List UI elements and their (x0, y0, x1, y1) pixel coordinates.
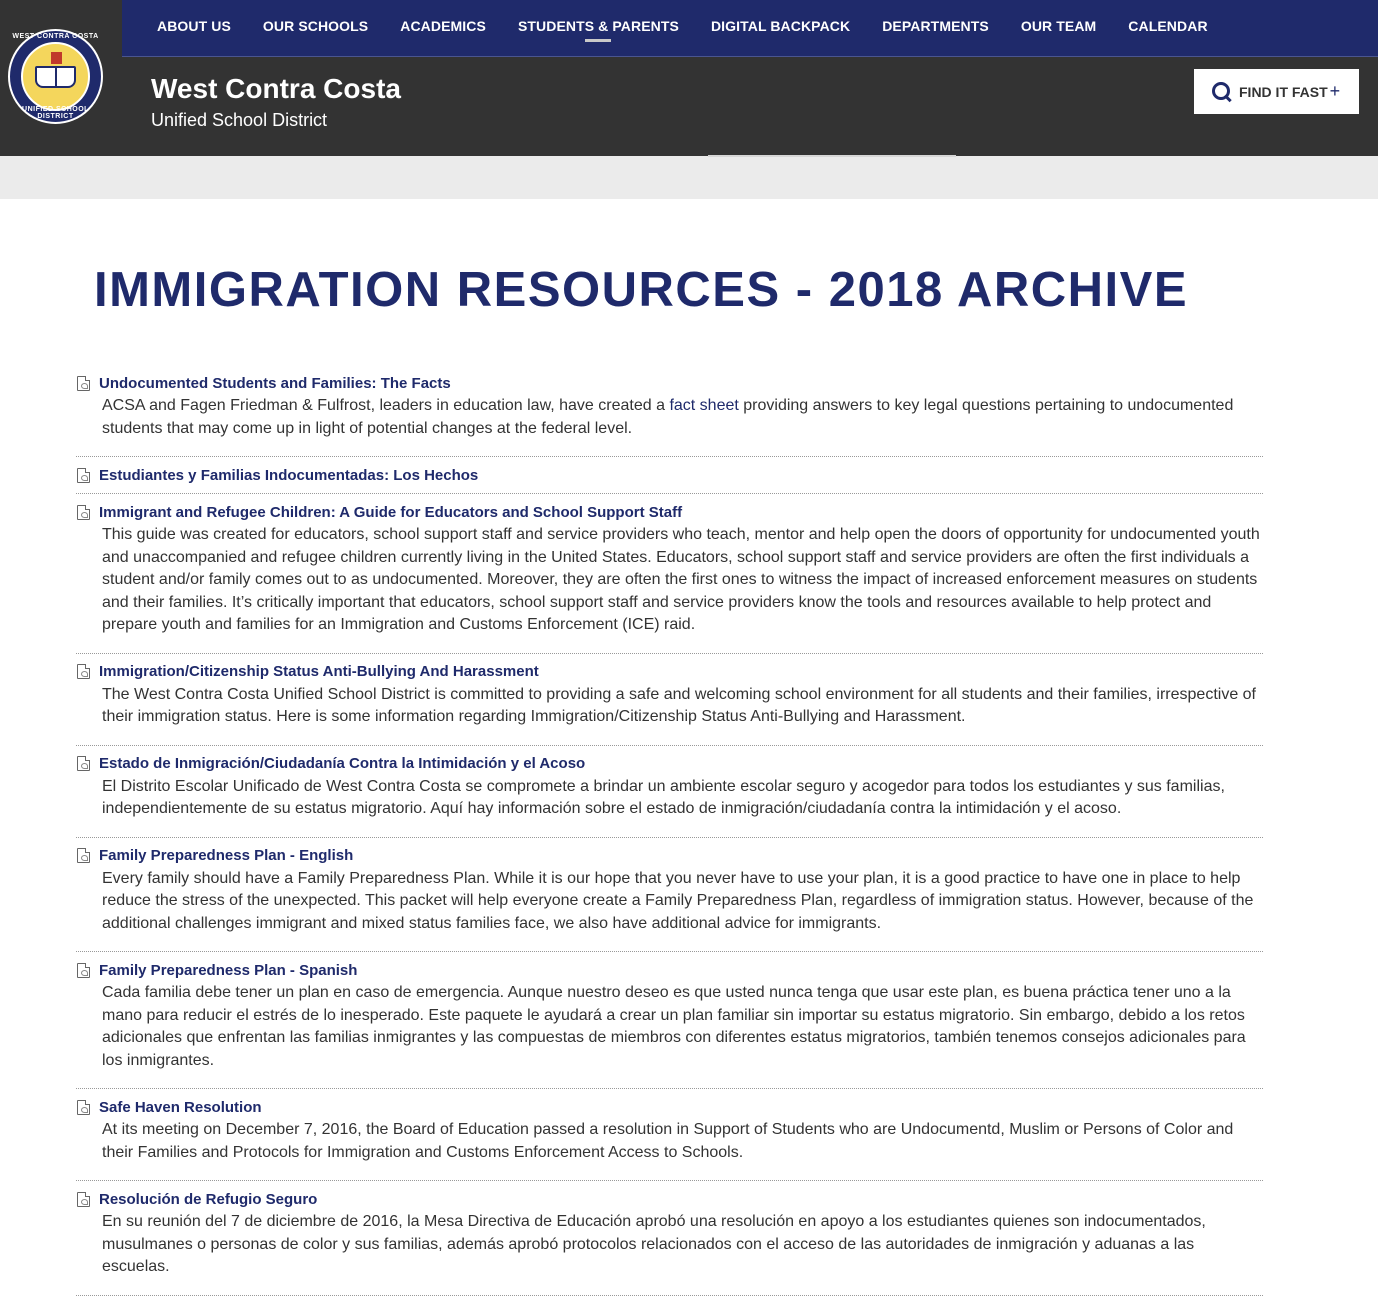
list-item (76, 752, 1263, 838)
banner-strip (0, 156, 1378, 199)
pdf-file-icon[interactable] (77, 376, 90, 391)
resource-description: En su reunión del 7 de diciembre de 2016, la Mesa Directiva de Educación aprobó una resolución en apoyo a los estudiantes quienes son indocumentados, musulmanes o personas de color y sus familias, además aprobó protocolos relacionados con el acceso de las autoridades de inmigración y aduanas a las escuelas. (102, 1213, 1206, 1275)
site-title[interactable]: West Contra Costa (151, 73, 401, 104)
list-item (76, 500, 1263, 654)
resource-title-link[interactable]: Undocumented Students and Families: The Facts (99, 374, 451, 392)
nav-item-departments[interactable]: DEPARTMENTS (882, 18, 989, 34)
resource-description: Every family should have a Family Preparedness Plan. While it is our hope that you never have to use your plan, it is a good practice to have one in place to help reduce the stress of the unexpected. This packet will help everyone create a Family Preparedness Plan, regardless of immigration status. However, because of the additional challenges immigrant and mixed status families face, we also have additional advice for immigrants. (102, 869, 1254, 932)
resource-header (76, 752, 1263, 776)
find-it-fast-label: FIND IT FAST (1239, 83, 1328, 100)
pdf-file-icon[interactable] (77, 664, 90, 679)
resource-description: This guide was created for educators, school support staff and service providers who teach, mentor and help open the doors of opportunity for undocumented youth and unaccompanied and refugee children currently living in the United States. Educators, school support staff and service providers are often the first individuals a student and/or family comes out to as undocumented. Moreover, they are often the first ones to witness the impact of increased enforcement measures on students and their families. It’s critically important that educators, school support staff and service providers know the tools and resources available to help protect and prepare youth and families for an Immigration and Customs Enforcement (ICE) raid. (102, 526, 1260, 633)
resource-header (76, 500, 1263, 524)
pdf-file-icon[interactable] (77, 1192, 90, 1207)
site-subtitle: Unified School District (151, 110, 328, 130)
resource-header (76, 1187, 1263, 1211)
resource-header (76, 463, 1263, 487)
logo-top-text: WEST CONTRA COSTA (12, 33, 99, 40)
banner-divider (708, 155, 956, 157)
resource-header (76, 371, 1263, 395)
list-item (76, 371, 1263, 457)
pdf-file-icon[interactable] (77, 848, 90, 863)
page-title: IMMIGRATION RESOURCES - 2018 ARCHIVE (94, 263, 1189, 317)
list-item (76, 463, 1263, 494)
resource-header (76, 660, 1263, 684)
nav-item-about-us[interactable]: ABOUT US (157, 18, 231, 34)
plus-icon: + (1329, 81, 1341, 101)
pdf-file-icon[interactable] (77, 505, 90, 520)
list-item (76, 660, 1263, 746)
find-it-fast-button[interactable] (1194, 69, 1359, 114)
nav-item-digital-backpack[interactable]: DIGITAL BACKPACK (710, 18, 851, 34)
pdf-file-icon[interactable] (77, 1100, 90, 1115)
resource-title-link[interactable]: Safe Haven Resolution (99, 1098, 262, 1116)
nav-item-our-team[interactable]: OUR TEAM (1020, 18, 1097, 34)
nav-item-students-parents[interactable]: STUDENTS & PARENTS (502, 0, 695, 54)
main-nav (122, 0, 1378, 57)
resource-title-link[interactable]: Resolución de Refugio Seguro (99, 1190, 318, 1208)
resource-description (76, 395, 1263, 440)
logo-bottom-text: UNIFIED SCHOOL DISTRICT (22, 106, 89, 120)
nav-item-calendar[interactable]: CALENDAR (1128, 18, 1208, 34)
resource-title-link[interactable]: Estudiantes y Familias Indocumentadas: Los Hechos (99, 466, 479, 484)
resource-header (76, 1095, 1263, 1119)
resource-title-link[interactable]: Immigrant and Refugee Children: A Guide for Educators and School Support Staff (99, 503, 683, 521)
list-item (76, 1187, 1263, 1296)
resource-header (76, 958, 1263, 982)
description-text: ACSA and Fagen Friedman & Fulfrost, leaders in education law, have created a (102, 397, 670, 414)
list-item (76, 844, 1263, 953)
resource-title-link[interactable]: Family Preparedness Plan - Spanish (99, 961, 358, 979)
resource-list (76, 371, 1263, 1302)
resource-description: El Distrito Escolar Unificado de West Contra Costa se compromete a brindar un ambiente escolar seguro y acogedor para todos los estudiantes y sus familias, independientemente de su estatus migratorio. Aquí hay información sobre el estado de inmigración/ciudadanía contra la intimidación y el acoso. (102, 777, 1225, 817)
resource-title-link[interactable]: Family Preparedness Plan - English (99, 847, 354, 864)
fact-sheet-link[interactable]: fact sheet (669, 397, 739, 414)
logo-emblem (21, 42, 90, 111)
pdf-file-icon[interactable] (77, 468, 90, 483)
list-item (76, 1095, 1263, 1181)
district-seal-logo[interactable] (8, 29, 103, 124)
resource-description: The West Contra Costa Unified School District is committed to providing a safe and welcoming school environment for all students and their families, irrespective of their immigration status. Here is some information regarding Immigration/Citizenship Status Anti-Bullying and Harassment. (102, 685, 1256, 725)
resource-title-link[interactable]: Estado de Inmigración/Ciudadanía Contra la Intimidación y el Acoso (99, 755, 586, 772)
main-nav-list (141, 0, 1224, 54)
resource-description: Cada familia debe tener un plan en caso de emergencia. Aunque nuestro deseo es que usted nunca tenga que usar este plan, es buena práctica tener uno a la mano para reducir el estrés de lo inesperado. Este paquete le ayudará a crear un plan familiar sin importar su estatus migratorio. Sin embargo, debido a los retos adicionales que enfrentan las familias inmigrantes y las compuestas de miembros con diferentes estatus migratorios, también tenemos consejos adicionales para los inmigrantes. (102, 984, 1246, 1069)
description-text: providing answers to key legal questions pertaining to undocumented students that may come up in light of potential changes at the federal level. (102, 397, 1234, 437)
resource-title-link[interactable]: Immigration/Citizenship Status Anti-Bullying And Harassment (99, 663, 539, 680)
search-icon (1211, 81, 1233, 103)
list-item (76, 958, 1263, 1089)
pdf-file-icon[interactable] (77, 756, 90, 771)
nav-item-our-schools[interactable]: OUR SCHOOLS (262, 18, 369, 34)
resource-header (76, 844, 1263, 868)
schoolhouse-icon (51, 52, 62, 64)
resource-description: At its meeting on December 7, 2016, the Board of Education passed a resolution in Support of Students who are Undocumentd, Muslim or Persons of Color and their Families and Protocols for Immigration and Customs Enforcement Access to Schools. (102, 1121, 1234, 1161)
logo-container[interactable] (0, 0, 122, 156)
site-header (0, 0, 1378, 156)
nav-item-academics[interactable]: ACADEMICS (400, 18, 486, 34)
pdf-file-icon[interactable] (77, 963, 90, 978)
book-icon (35, 66, 76, 88)
